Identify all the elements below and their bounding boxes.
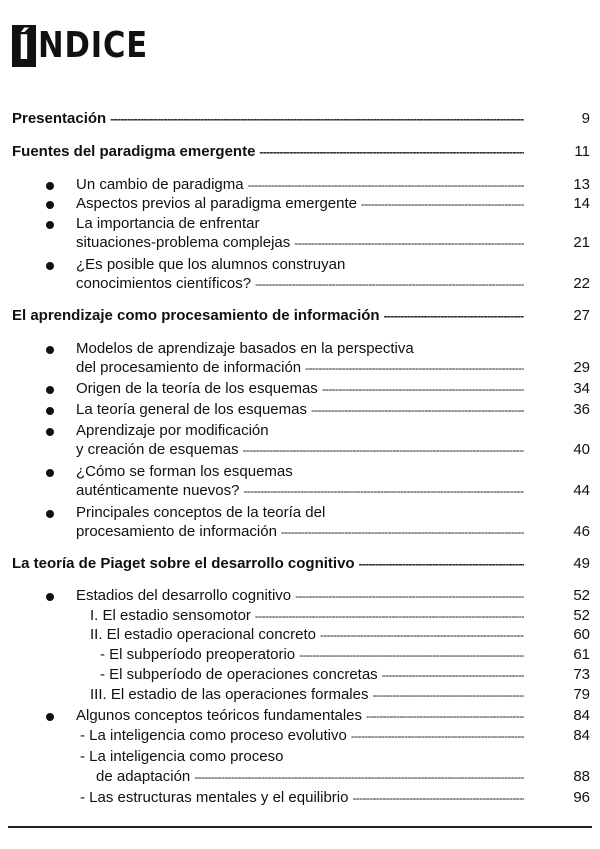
leader-dashes [294, 233, 524, 253]
toc-entry-title: situaciones-problema complejas [76, 234, 291, 251]
toc-entry[interactable] [12, 553, 528, 575]
toc-page-number: 40 [573, 441, 590, 458]
toc-entry-title: Algunos conceptos teóricos fundamentales [76, 707, 363, 724]
toc-entry[interactable] [12, 305, 528, 327]
toc-page-number: 27 [573, 307, 590, 324]
toc-page-number: 60 [573, 626, 590, 643]
leader-dashes [322, 379, 524, 399]
leader-dashes [311, 400, 524, 420]
toc-entry[interactable] [90, 684, 528, 706]
toc-entry-title: procesamiento de información [76, 523, 277, 540]
leader-dashes [110, 109, 524, 129]
toc-page-number: 73 [573, 666, 590, 683]
leader-dashes [299, 645, 524, 665]
toc-entry[interactable] [76, 705, 528, 727]
bullet-icon [46, 201, 54, 209]
toc-entry-title: La teoría general de los esquemas [76, 401, 307, 418]
toc-entry[interactable] [12, 141, 528, 163]
toc-entry-title: I. El estadio sensomotor [90, 607, 251, 624]
bullet-icon [46, 182, 54, 190]
bullet-icon [46, 346, 54, 354]
toc-entry[interactable] [76, 193, 528, 215]
toc-entry-title: ¿Cómo se forman los esquemas [76, 463, 293, 480]
leader-dashes [194, 767, 524, 787]
toc-page-number: 44 [573, 482, 590, 499]
toc-entry-title: - La inteligencia como proceso evolutivo [80, 727, 347, 744]
toc-entry-title: - El subperíodo de operaciones concretas [100, 666, 378, 683]
bullet-icon [46, 593, 54, 601]
toc-entry-title: El aprendizaje como procesamiento de información [12, 307, 380, 324]
leader-dashes [359, 554, 524, 574]
toc-entry-title: conocimientos científicos? [76, 275, 252, 292]
toc-page-number: 52 [573, 587, 590, 604]
toc-entry-title: La teoría de Piaget sobre el desarrollo cognitivo [12, 555, 355, 572]
toc-entry[interactable] [100, 644, 528, 666]
toc-entry-title: y creación de esquemas [76, 441, 239, 458]
bullet-icon [46, 469, 54, 477]
leader-dashes [259, 142, 524, 162]
title-rest: NDICE [38, 25, 149, 66]
toc-entry[interactable] [96, 766, 528, 788]
toc-page-number: 79 [573, 686, 590, 703]
toc-page-number: 21 [573, 234, 590, 251]
toc-entry-title: Aspectos previos al paradigma emergente [76, 195, 357, 212]
toc-entry-title: La importancia de enfrentar [76, 215, 260, 232]
toc-entry-title: del procesamiento de información [76, 359, 302, 376]
toc-entry-title: - El subperíodo preoperatorio [100, 646, 296, 663]
leader-dashes [366, 706, 524, 726]
toc-entry-title: ¿Es posible que los alumnos construyan [76, 256, 346, 273]
toc-entry[interactable] [76, 357, 528, 379]
bullet-icon [46, 428, 54, 436]
toc-page-number: 9 [581, 110, 590, 127]
toc-page-number: 13 [573, 176, 590, 193]
toc-entry[interactable] [76, 378, 528, 400]
toc-entry-title: Aprendizaje por modificación [76, 422, 269, 439]
toc-entry-title: auténticamente nuevos? [76, 482, 240, 499]
toc-page-number: 61 [573, 646, 590, 663]
toc-page-number: 88 [573, 768, 590, 785]
leader-dashes [361, 194, 524, 214]
toc-entry[interactable] [76, 521, 528, 543]
bottom-rule [8, 826, 592, 828]
bullet-icon [46, 221, 54, 229]
leader-dashes [243, 440, 524, 460]
toc-page-number: 11 [574, 143, 590, 160]
toc-entry[interactable] [76, 399, 528, 421]
toc-entry-title: - Las estructuras mentales y el equilibrio [80, 789, 349, 806]
leader-dashes [281, 522, 524, 542]
toc-page-number: 14 [573, 195, 590, 212]
toc-page-number: 36 [573, 401, 590, 418]
toc-page-number: 84 [573, 727, 590, 744]
toc-entry-title: Modelos de aprendizaje basados en la perspectiva [76, 340, 414, 357]
bullet-icon [46, 713, 54, 721]
toc-page-number: 46 [573, 523, 590, 540]
toc-page-number: 84 [573, 707, 590, 724]
bullet-icon [46, 407, 54, 415]
toc-entry-title: Fuentes del paradigma emergente [12, 143, 256, 160]
toc-page-number: 22 [573, 275, 590, 292]
toc-page-number: 29 [573, 359, 590, 376]
leader-dashes [372, 685, 524, 705]
toc-entry[interactable] [76, 480, 528, 502]
toc-entry[interactable] [76, 585, 528, 607]
leader-dashes [295, 586, 524, 606]
leader-dashes [248, 175, 524, 195]
toc-entry[interactable] [100, 664, 528, 686]
toc-entry[interactable] [80, 746, 283, 768]
toc-entry[interactable] [76, 232, 528, 254]
toc-entry[interactable] [90, 624, 528, 646]
leader-dashes [243, 481, 524, 501]
leader-dashes [382, 665, 524, 685]
title-initial: Í [17, 28, 31, 68]
leader-dashes [255, 274, 524, 294]
toc-entry-title: II. El estadio operacional concreto [90, 626, 316, 643]
toc-entry-title: Presentación [12, 110, 107, 127]
leader-dashes [352, 788, 524, 808]
toc-entry-title: - La inteligencia como proceso [80, 748, 284, 765]
leader-dashes [320, 625, 524, 645]
toc-entry-title: Un cambio de paradigma [76, 176, 244, 193]
bullet-icon [46, 262, 54, 270]
toc-entry[interactable] [80, 725, 528, 747]
leader-dashes [255, 606, 524, 626]
toc-page-number: 34 [573, 380, 590, 397]
leader-dashes [305, 358, 524, 378]
toc-page-number: 49 [573, 555, 590, 572]
toc-entry-title: Estadios del desarrollo cognitivo [76, 587, 292, 604]
toc-entry-title: III. El estadio de las operaciones formales [90, 686, 369, 703]
toc-page-number: 96 [573, 789, 590, 806]
toc-entry-title: Origen de la teoría de los esquemas [76, 380, 318, 397]
toc-entry-title: Principales conceptos de la teoría del [76, 504, 326, 521]
bullet-icon [46, 510, 54, 518]
leader-dashes [384, 306, 524, 326]
toc-entry[interactable] [76, 439, 528, 461]
toc-page-number: 52 [573, 607, 590, 624]
leader-dashes [351, 726, 524, 746]
bullet-icon [46, 386, 54, 394]
toc-entry[interactable] [76, 273, 528, 295]
toc-entry[interactable] [80, 787, 528, 809]
toc-entry[interactable] [12, 108, 528, 130]
toc-entry-title: de adaptación [96, 768, 191, 785]
